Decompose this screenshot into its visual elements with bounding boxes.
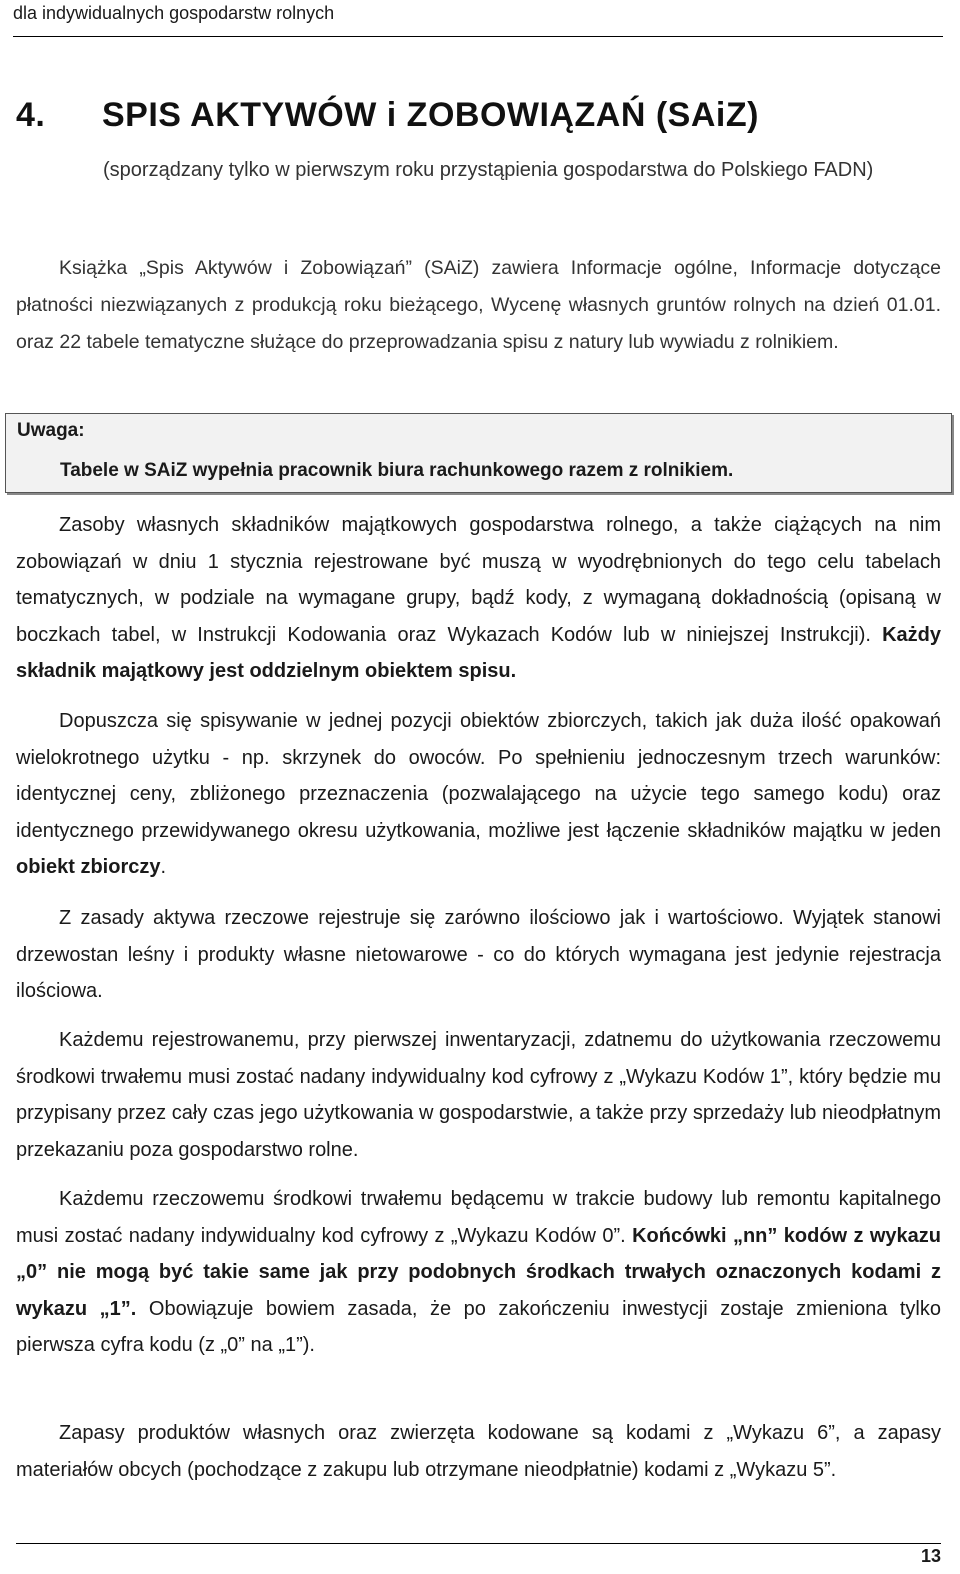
paragraph-construction-code xyxy=(16,1181,941,1364)
section-heading xyxy=(16,96,759,135)
intro-paragraph: Książka „Spis Aktywów i Zobowiązań” (SAiZ) zawiera Informacje ogólne, Informacje dotyczące płatności niezwiązanych z produkcją roku bieżącego, Wycenę własnych gruntów rolnych na dzień 01.01. oraz 22 tabele tematyczne służące do przeprowadzania spisu z natury lub wywiadu z rolnikiem. xyxy=(16,257,941,353)
paragraph-text: . xyxy=(160,856,167,879)
running-header xyxy=(13,0,943,37)
footer-rule xyxy=(16,1543,941,1544)
note-box xyxy=(5,413,952,493)
paragraph-assets-registration xyxy=(16,507,941,690)
paragraph-emphasis: Końcówki „nn” kodów z wykazu „0” nie mogą być takie same jak przy podobnych środkach trwałych oznaczonych kodami z wykazu „1”. xyxy=(16,1224,941,1320)
paragraph-text: Obowiązuje bowiem zasada, że po zakończeniu inwestycji zostaje zmieniona tylko pierwsza cyfra kodu (z „0” na „1”). xyxy=(16,1297,941,1357)
paragraph-registration-rules: Z zasady aktywa rzeczowe rejestruje się zarówno ilościowo jak i wartościowo. Wyjątek stanowi drzewostan leśny i produkty własne nietowarowe - co do których wymagana jest jedynie rejestracja ilościowa. xyxy=(16,907,941,1003)
paragraph-text: Każdemu rzeczowemu środkowi trwałemu będącemu w trakcie budowy lub remontu kapitalnego musi zostać nadany indywidualny kod cyfrowy z „Wykazu Kodów 0”. xyxy=(16,1188,941,1247)
note-label: Uwaga: xyxy=(17,420,85,441)
note-text: Tabele w SAiZ wypełnia pracownik biura rachunkowego razem z rolnikiem. xyxy=(60,460,734,481)
paragraph-inventory-codes: Zapasy produktów własnych oraz zwierzęta kodowane są kodami z „Wykazu 6”, a zapasy materiałów obcych (pochodzące z zakupu lub otrzymane nieodpłatnie) kodami z „Wykazu 5”. xyxy=(16,1422,941,1481)
paragraph-emphasis: Każdy składnik majątkowy jest oddzielnym obiektem spisu. xyxy=(16,623,941,683)
running-header-text: dla indywidualnych gospodarstw rolnych xyxy=(13,3,335,23)
page-number: 13 xyxy=(920,1546,941,1566)
section-title: SPIS AKTYWÓW i ZOBOWIĄZAŃ (SAiZ) xyxy=(102,96,759,134)
paragraph-collective-objects xyxy=(16,703,941,886)
section-number: 4. xyxy=(16,96,46,134)
section-subtitle: (sporządzany tylko w pierwszym roku przystąpienia gospodarstwa do Polskiego FADN) xyxy=(103,159,874,181)
paragraph-emphasis: obiekt zbiorczy xyxy=(16,856,161,879)
paragraph-text: Dopuszcza się spisywanie w jednej pozycji obiektów zbiorczych, takich jak duża ilość opakowań wielokrotnego użytku - np. skrzynek do owoców. Po spełnieniu jednoczesnym trzech warunków: identycznej ceny, zbliżonego przeznaczenia (pozwalającego na użycie tego samego kodu) oraz identycznego przewidywanego okresu użytkowania, możliwe jest łączenie składników majątku w jeden xyxy=(16,710,941,842)
paragraph-text: Zasoby własnych składników majątkowych gospodarstwa rolnego, a także ciążących na nim zobowiązań w dniu 1 stycznia rejestrowane być muszą w wyodrębnionych do tego celu tabelach tematycznych, w podziale na wymagane grupy, bądź kody, z wymaganą dokładnością (opisaną w boczkach tabel, w Instrukcji Kodowania oraz Wykazach Kodów lub w niniejszej Instrukcji). xyxy=(16,514,941,646)
paragraph-fixed-assets-code: Każdemu rejestrowanemu, przy pierwszej inwentaryzacji, zdatnemu do użytkowania rzeczowemu środkowi trwałemu musi zostać nadany indywidualny kod cyfrowy z „Wykazu Kodów 1”, który będzie mu przypisany przez cały czas jego użytkowania w gospodarstwie, a także przy sprzedaży lub nieodpłatnym przekazaniu poza gospodarstwo rolne. xyxy=(16,1029,941,1161)
